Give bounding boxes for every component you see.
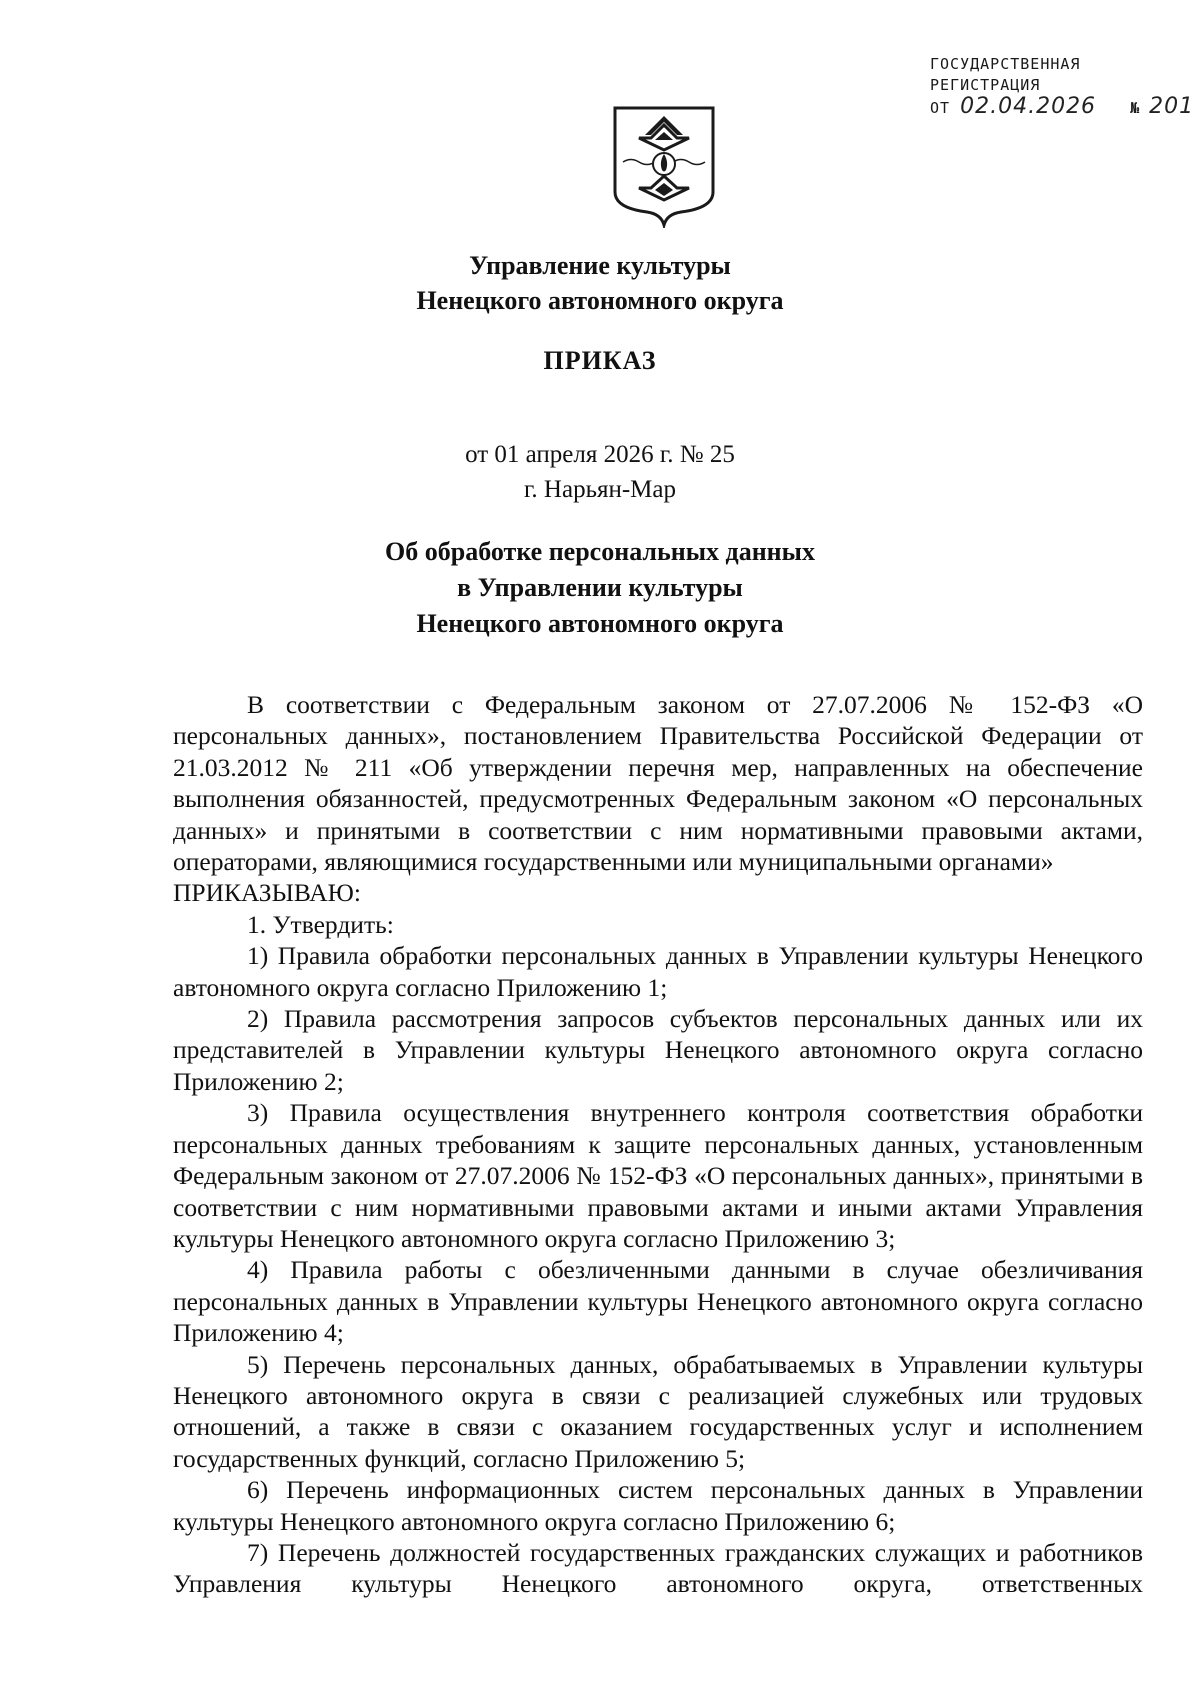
sub-item-5: 5) Перечень персональных данных, обрабатываемых в Управлении культуры Ненецкого автономного округа в связи с реализацией служебных или трудовых отношений, а также в связи с оказанием государственных услуг и исполнением государственных функций, согласно Приложению 5; — [173, 1349, 1143, 1473]
org-line-1: Управление культуры — [469, 251, 731, 280]
sub-item-6: 6) Перечень информационных систем персональных данных в Управлении культуры Ненецкого автономного округа согласно Приложению 6; — [173, 1475, 1143, 1536]
document-title — [0, 534, 1200, 642]
stamp-line-3 — [930, 94, 1195, 119]
document-type: ПРИКАЗ — [543, 346, 657, 375]
sub-item-4: 4) Правила работы с обезличенными данными в случае обезличивания персональных данных в Управлении культуры Ненецкого автономного округа согласно Приложению 4; — [173, 1255, 1143, 1348]
title-line-1: Об обработке персональных данных — [385, 537, 815, 566]
stamp-number-label: № — [1130, 99, 1140, 117]
stamp-date: 02.04.2026 — [960, 94, 1097, 119]
document-place: г. Нарьян-Мар — [523, 476, 676, 503]
date-and-place — [0, 437, 1200, 507]
title-line-3: Ненецкого автономного округа — [416, 609, 784, 638]
stamp-date-prefix: ОТ — [930, 99, 951, 117]
sub-item-3: 3) Правила осуществления внутреннего контроля соответствия обработки персональных данных требованиям к защите персональных данных, установленным Федеральным законом от 27.07.2006 № 152-ФЗ «О персональных данных», принятыми в соответствии с ним нормативными правовыми актами и иными актами Управления культуры Ненецкого автономного округа согласно Приложению 3; — [173, 1098, 1143, 1253]
registration-stamp — [930, 54, 1195, 119]
org-line-2: Ненецкого автономного округа — [416, 286, 784, 315]
stamp-line-2: РЕГИСТРАЦИЯ — [930, 76, 1041, 94]
stamp-line-1: ГОСУДАРСТВЕННАЯ — [930, 55, 1081, 73]
document-body — [173, 689, 1143, 1600]
stamp-number: 201 — [1149, 94, 1195, 119]
preamble-paragraph: В соответствии с Федеральным законом от 27.07.2006 № 152-ФЗ «О персональных данных», постановлением Правительства Российской Федерации от 21.03.2012 № 211 «Об утверждении перечня мер, направленных на обеспечение выполнения обязанностей, предусмотренных Федеральным законом «О персональных данных» и принятыми в соответствии с ним нормативными правовыми актами, операторами, являющимися государственными или муниципальными органами» — [173, 690, 1143, 877]
organization-name — [0, 248, 1200, 318]
sub-item-2: 2) Правила рассмотрения запросов субъектов персональных данных или их представителей в Управлении культуры Ненецкого автономного округа согласно Приложению 2; — [173, 1004, 1143, 1096]
order-word: ПРИКАЗЫВАЮ: — [173, 878, 361, 908]
coat-of-arms-icon — [611, 104, 717, 228]
document-date-number: от 01 апреля 2026 г. № 25 — [465, 441, 735, 468]
sub-item-1: 1) Правила обработки персональных данных в Управлении культуры Ненецкого автономного округа согласно Приложению 1; — [173, 941, 1143, 1002]
item-1: 1. Утвердить: — [247, 909, 394, 939]
sub-item-7: 7) Перечень должностей государственных гражданских служащих и работников Управления культуры Ненецкого автономного округа, ответственных — [173, 1537, 1143, 1599]
title-line-2: в Управлении культуры — [457, 573, 743, 602]
